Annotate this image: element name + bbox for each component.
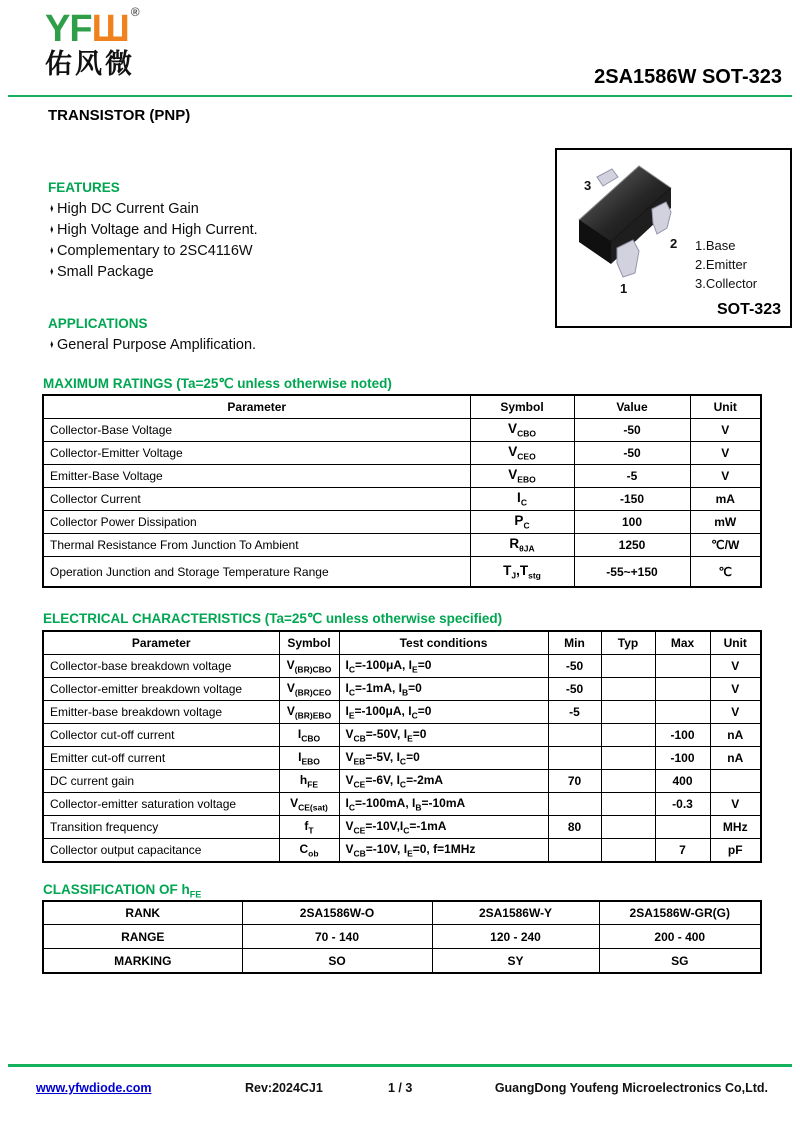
cell-parameter: Collector-Emitter Voltage <box>43 442 470 465</box>
table-header-row <box>43 395 761 419</box>
table-row <box>43 925 761 949</box>
col-header-conditions: Test conditions <box>339 631 548 655</box>
pin-legend-base: 1.Base <box>695 238 736 253</box>
table-header-row <box>43 901 761 925</box>
company-name: GuangDong Youfeng Microelectronics Co,Ltd. <box>494 1081 768 1095</box>
cell-min: -5 <box>548 701 601 724</box>
cell-symbol: $I_{CBO}$ <box>279 724 339 747</box>
cell-parameter: Collector-emitter saturation voltage <box>43 793 279 816</box>
cell-max: -100 <box>655 724 710 747</box>
cell-symbol: $V_{(BR)EBO}$ <box>279 701 339 724</box>
cell-conditions: $I_C=-100mA$, $I_B=-10mA$ <box>339 793 548 816</box>
cell-unit: mW <box>690 511 761 534</box>
cell-symbol: $I_C$ <box>470 488 574 511</box>
pin-3-number: 3 <box>584 178 592 193</box>
diamond-bullet-icon: ♦ <box>50 222 54 236</box>
cell-conditions: $V_{CB}=-10V$, $I_E=0$, f=1MHz <box>339 839 548 863</box>
table-row <box>43 701 761 724</box>
diamond-bullet-icon: ♦ <box>50 264 54 278</box>
features-list <box>48 198 258 282</box>
diamond-bullet-icon: ♦ <box>50 337 54 351</box>
cell-symbol: $V_{CE(sat)}$ <box>279 793 339 816</box>
list-item: ♦ Complementary to 2SC4116W <box>48 240 258 261</box>
cell-typ <box>601 770 655 793</box>
cell-typ <box>601 701 655 724</box>
cell-typ <box>601 678 655 701</box>
cell-unit: nA <box>710 747 761 770</box>
cell-gr: 200 - 400 <box>599 925 761 949</box>
features-heading: FEATURES <box>48 180 120 195</box>
cell-typ <box>601 816 655 839</box>
cell-parameter: Emitter cut-off current <box>43 747 279 770</box>
cell-min: -50 <box>548 655 601 678</box>
pin-legend-emitter: 2.Emitter <box>695 257 748 272</box>
cell-unit: ℃/W <box>690 534 761 557</box>
cell-parameter: Emitter-base breakdown voltage <box>43 701 279 724</box>
cell-unit: V <box>710 701 761 724</box>
cell-max <box>655 655 710 678</box>
cell-label: MARKING <box>43 949 242 974</box>
cell-typ <box>601 747 655 770</box>
logo-yf: YF <box>45 8 92 50</box>
cell-symbol: $P_C$ <box>470 511 574 534</box>
col-header-grade-gr: 2SA1586W-GR(G) <box>599 901 761 925</box>
table-row <box>43 724 761 747</box>
package-name-label: SOT-323 <box>716 301 781 318</box>
cell-parameter: Collector-emitter breakdown voltage <box>43 678 279 701</box>
diamond-bullet-icon: ♦ <box>50 243 54 257</box>
cell-unit: V <box>690 419 761 442</box>
cell-parameter: Collector-base breakdown voltage <box>43 655 279 678</box>
cell-parameter: DC current gain <box>43 770 279 793</box>
cell-max: 400 <box>655 770 710 793</box>
diamond-bullet-icon: ♦ <box>50 201 54 215</box>
page-number: 1 / 3 <box>388 1081 413 1095</box>
col-header-parameter: Parameter <box>43 395 470 419</box>
electrical-table <box>42 630 762 863</box>
cell-unit: nA <box>710 724 761 747</box>
col-header-value: Value <box>574 395 690 419</box>
cell-y: 120 - 240 <box>432 925 599 949</box>
pin-legend-collector: 3.Collector <box>695 276 758 291</box>
logo-chinese-name: 佑风微 <box>45 49 135 79</box>
cell-max <box>655 701 710 724</box>
pin-2-number: 2 <box>670 236 678 251</box>
col-header-max: Max <box>655 631 710 655</box>
cell-max <box>655 816 710 839</box>
cell-conditions: $I_C=-100\mu A$, $I_E=0$ <box>339 655 548 678</box>
cell-symbol: $V_{EBO}$ <box>470 465 574 488</box>
cell-parameter: Emitter-Base Voltage <box>43 465 470 488</box>
col-header-typ: Typ <box>601 631 655 655</box>
cell-max: 7 <box>655 839 710 863</box>
cell-parameter: Thermal Resistance From Junction To Ambient <box>43 534 470 557</box>
table-row <box>43 534 761 557</box>
cell-symbol: $V_{CEO}$ <box>470 442 574 465</box>
cell-symbol: $h_{FE}$ <box>279 770 339 793</box>
table-row <box>43 655 761 678</box>
col-header-symbol: Symbol <box>279 631 339 655</box>
cell-parameter: Collector Current <box>43 488 470 511</box>
cell-parameter: Collector-Base Voltage <box>43 419 470 442</box>
table-row <box>43 488 761 511</box>
cell-unit <box>710 770 761 793</box>
cell-symbol: $V_{CBO}$ <box>470 419 574 442</box>
list-item: ♦ High Voltage and High Current. <box>48 219 258 240</box>
cell-min <box>548 724 601 747</box>
cell-y: SY <box>432 949 599 974</box>
col-header-parameter: Parameter <box>43 631 279 655</box>
logo-w: Ш <box>91 8 129 50</box>
cell-gr: SG <box>599 949 761 974</box>
applications-section <box>48 316 256 355</box>
table-row <box>43 839 761 863</box>
electrical-heading: ELECTRICAL CHARACTERISTICS (Ta=25℃ unless otherwise specified) <box>43 611 503 626</box>
cell-unit: V <box>710 655 761 678</box>
features-section <box>48 180 258 282</box>
cell-unit: V <box>710 793 761 816</box>
col-header-unit: Unit <box>690 395 761 419</box>
cell-symbol: $T_J,T_{stg}$ <box>470 557 574 588</box>
col-header-symbol: Symbol <box>470 395 574 419</box>
max-ratings-table <box>42 394 762 588</box>
header-divider <box>8 95 792 97</box>
cell-value: -5 <box>574 465 690 488</box>
website-link[interactable]: www.yfwdiode.com <box>36 1081 152 1095</box>
cell-parameter: Collector Power Dissipation <box>43 511 470 534</box>
cell-min: 70 <box>548 770 601 793</box>
cell-conditions: $I_E=-100\mu A$, $I_C=0$ <box>339 701 548 724</box>
table-row <box>43 442 761 465</box>
cell-typ <box>601 655 655 678</box>
classification-table <box>42 900 762 974</box>
device-type-title: TRANSISTOR (PNP) <box>48 107 191 124</box>
cell-max <box>655 678 710 701</box>
list-item: ♦ High DC Current Gain <box>48 198 258 219</box>
col-header-unit: Unit <box>710 631 761 655</box>
footer-divider <box>8 1064 792 1067</box>
table-row <box>43 949 761 974</box>
cell-symbol: $f_T$ <box>279 816 339 839</box>
table-row <box>43 793 761 816</box>
cell-conditions: $V_{CB}=-50V$, $I_E=0$ <box>339 724 548 747</box>
cell-symbol: $R_{\theta JA}$ <box>470 534 574 557</box>
yfw-logo <box>45 5 139 79</box>
applications-list <box>48 334 256 355</box>
col-header-grade-y: 2SA1586W-Y <box>432 901 599 925</box>
part-number-title: 2SA1586W SOT-323 <box>594 66 782 88</box>
cell-value: -50 <box>574 442 690 465</box>
table-row <box>43 465 761 488</box>
cell-typ <box>601 793 655 816</box>
cell-parameter: Operation Junction and Storage Temperature Range <box>43 557 470 588</box>
package-3d-image <box>557 150 697 322</box>
col-header-grade-o: 2SA1586W-O <box>242 901 432 925</box>
cell-max: -100 <box>655 747 710 770</box>
pin-1-number: 1 <box>620 281 628 296</box>
cell-typ <box>601 724 655 747</box>
list-item: ♦ General Purpose Amplification. <box>48 334 256 355</box>
cell-min <box>548 839 601 863</box>
table-row <box>43 419 761 442</box>
applications-heading: APPLICATIONS <box>48 316 148 331</box>
cell-symbol: $V_{(BR)CBO}$ <box>279 655 339 678</box>
cell-unit: V <box>690 465 761 488</box>
cell-unit: V <box>690 442 761 465</box>
cell-parameter: Collector cut-off current <box>43 724 279 747</box>
cell-unit: mA <box>690 488 761 511</box>
revision-label: Rev:2024CJ1 <box>245 1081 323 1095</box>
cell-symbol: $V_{(BR)CEO}$ <box>279 678 339 701</box>
table-row <box>43 747 761 770</box>
cell-value: -150 <box>574 488 690 511</box>
cell-conditions: $I_C=-1mA$, $I_B=0$ <box>339 678 548 701</box>
cell-typ <box>601 839 655 863</box>
cell-min: 80 <box>548 816 601 839</box>
table-header-row <box>43 631 761 655</box>
cell-value: -50 <box>574 419 690 442</box>
cell-conditions: $V_{CE}=-6V$, $I_C=-2mA$ <box>339 770 548 793</box>
cell-max: -0.3 <box>655 793 710 816</box>
cell-value: 100 <box>574 511 690 534</box>
electrical-header <box>43 631 761 655</box>
logo-wordmark <box>45 5 139 50</box>
max-ratings-header <box>43 395 761 419</box>
cell-label: RANGE <box>43 925 242 949</box>
cell-unit: V <box>710 678 761 701</box>
registered-trademark-icon: ® <box>130 5 139 19</box>
cell-o: 70 - 140 <box>242 925 432 949</box>
table-row <box>43 511 761 534</box>
package-diagram <box>555 148 792 328</box>
cell-min <box>548 747 601 770</box>
table-row <box>43 770 761 793</box>
cell-min <box>548 793 601 816</box>
cell-conditions: $V_{EB}=-5V$, $I_C=0$ <box>339 747 548 770</box>
cell-unit: MHz <box>710 816 761 839</box>
table-row <box>43 816 761 839</box>
cell-value: 1250 <box>574 534 690 557</box>
cell-value: -55~+150 <box>574 557 690 588</box>
cell-unit: ℃ <box>690 557 761 588</box>
cell-conditions: $V_{CE}=-10V,I_C=-1mA$ <box>339 816 548 839</box>
cell-unit: pF <box>710 839 761 863</box>
cell-min: -50 <box>548 678 601 701</box>
table-row <box>43 678 761 701</box>
pin-3-lead <box>597 169 618 186</box>
classification-heading: CLASSIFICATION OF $h_{FE}$ <box>43 882 202 900</box>
cell-o: SO <box>242 949 432 974</box>
cell-parameter: Collector output capacitance <box>43 839 279 863</box>
table-row <box>43 557 761 588</box>
cell-symbol: $I_{EBO}$ <box>279 747 339 770</box>
col-header-rank: RANK <box>43 901 242 925</box>
cell-parameter: Transition frequency <box>43 816 279 839</box>
col-header-min: Min <box>548 631 601 655</box>
pin-legend <box>695 236 757 293</box>
max-ratings-heading: MAXIMUM RATINGS (Ta=25℃ unless otherwise noted) <box>43 376 392 391</box>
footer <box>0 1081 800 1103</box>
cell-symbol: $C_{ob}$ <box>279 839 339 863</box>
classification-header <box>43 901 761 925</box>
list-item: ♦ Small Package <box>48 261 258 282</box>
